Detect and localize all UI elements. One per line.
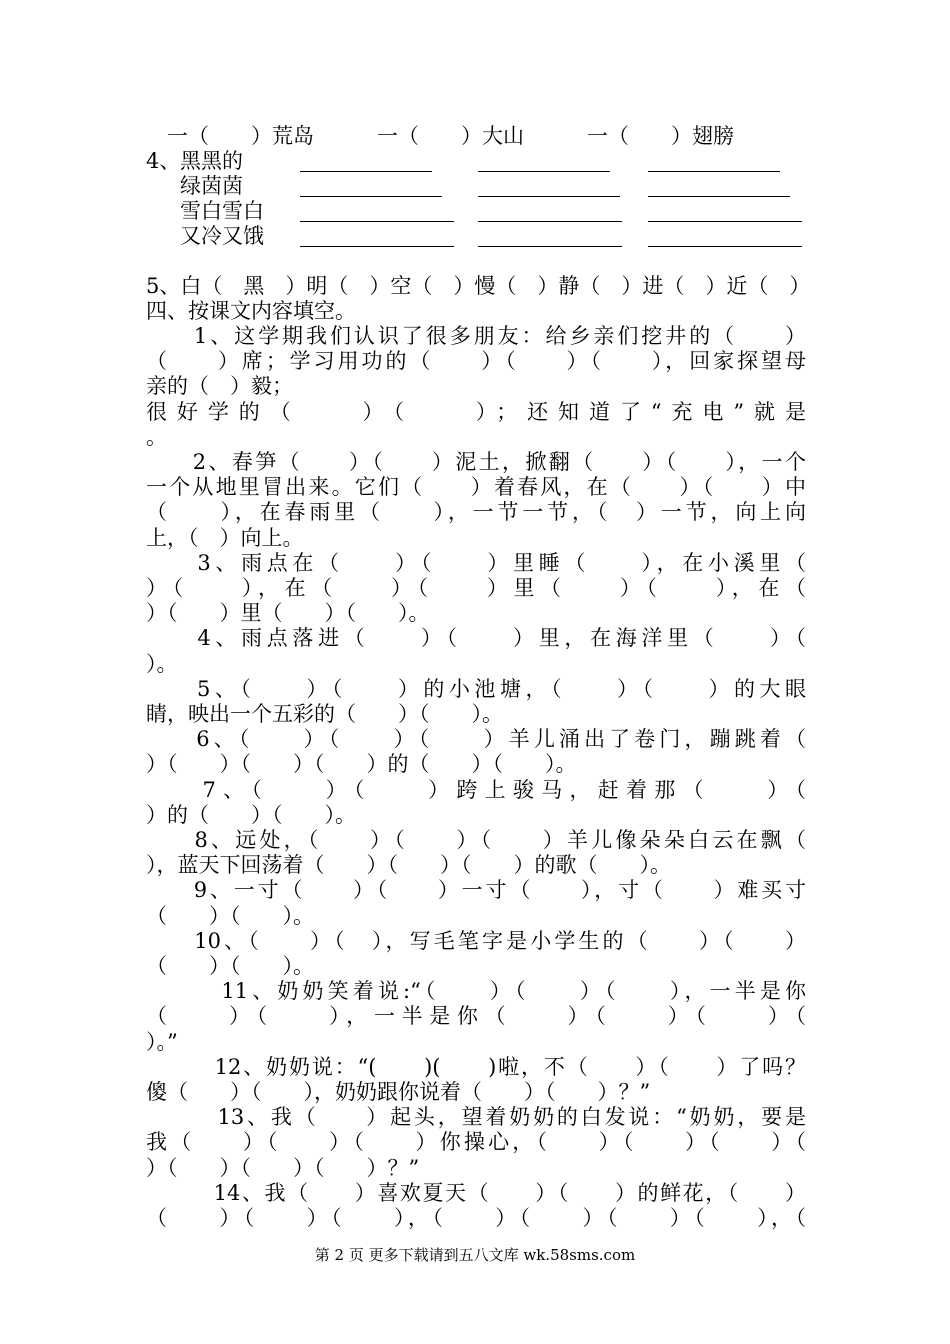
fill-blank-line: 12、奶奶说：“( )( )啦，不（ ）（ ）了吗？ [146,1055,806,1079]
fill-blank-line: 9、一寸（ ）（ ）一寸（ ），寸（ ）难买寸 [146,878,806,902]
fill-blank-line: （ ）（ ）。 [146,954,314,978]
answer-blank[interactable] [300,221,454,222]
fill-blank-line: 傻（ ）（ ），奶奶跟你说着（ ）（ ）？” [146,1080,651,1104]
fill-blank-line: 4、雨点落进（ ）（ ）里，在海洋里（ ）（ [146,626,806,650]
fill-blank-line: ）（ ）（ ）（ ）？” [146,1156,420,1180]
q4-word: 雪白雪白 [180,199,264,223]
answer-blank[interactable] [478,246,622,247]
fill-blank-line: 很好学的（ ）（ ）；还知道了“充电”就是 [146,400,806,424]
answer-blank[interactable] [648,196,790,197]
fill-blank-line: 11、奶奶笑着说:“（ ）（ ）（ ），一半是你 [146,979,806,1003]
fill-blank-line: 睛，映出一个五彩的（ ）（ ）。 [146,702,503,726]
q4-row [0,174,950,199]
answer-blank[interactable] [478,196,620,197]
fill-blank-line: 14、我（ ）喜欢夏天（ ）（ ）的鲜花，（ ） [146,1181,806,1205]
fill-blank-line: ）的（ ）（ ）。 [146,803,356,827]
fill-blank-line: 10、（ ）（ ），写毛笔字是小学生的（ ）（ ） [146,929,806,953]
fill-blank-line: （ ），在春雨里（ ），一节一节，（ ）一节，向上向 [146,500,806,524]
answer-blank[interactable] [300,246,454,247]
fill-blank-line: 一个从地里冒出来。它们（ ）着春风，在（ ）（ ）中 [146,475,806,499]
fill-blank-line: 7、（ ）（ ）跨上骏马，赶着那（ ）（ [146,778,806,802]
section-4-title: 四、按课文内容填空。 [146,299,356,323]
fill-blank-line: 3、雨点在（ ）（ ）里睡（ ），在小溪里（ [146,551,806,575]
page-footer: 第 2 页 更多下载请到五八文库 wk.58sms.com [314,1246,636,1264]
fill-blank-line: 亲的（ ）毅； [146,374,293,398]
fill-blank-line: 2、春笋（ ）（ ）泥土，掀翻（ ）（ ），一个 [146,450,806,474]
fill-blank-line: （ ）席；学习用功的（ ）（ ）（ ），回家探望母 [146,349,806,373]
answer-blank[interactable] [478,221,622,222]
fill-blank-line: （ ）（ ）（ ），（ ）（ ）（ ）（ ），（ [146,1206,806,1230]
fill-blank-line: 13、我（ ）起头，望着奶奶的白发说：“奶奶，要是 [146,1105,806,1129]
q4-word: 黑黑的 [180,149,243,173]
q4-row [0,149,950,174]
fill-blank-line: 8、远处，（ ）（ ）（ ）羊儿像朵朵白云在飘（ [146,828,806,852]
fill-blank-line: 5、（ ）（ ）的小池塘，（ ）（ ）的大眼 [146,677,806,701]
answer-blank[interactable] [300,196,442,197]
answer-blank[interactable] [478,171,610,172]
fill-blank-line: 上，（ ）向上。 [146,526,304,550]
fill-blank-line: （ ）（ ），一半是你（ ）（ ）（ ）（ [146,1004,806,1028]
q4-number: 4、 [146,149,181,173]
fill-blank-line: （ ）（ ）。 [146,904,314,928]
fill-blank-line: ）（ ）里（ ）（ ）。 [146,601,430,625]
answer-blank[interactable] [648,221,802,222]
q4-word: 又冷又饿 [180,224,264,248]
answer-blank[interactable] [648,171,780,172]
fill-blank-line: ）（ ）（ ）（ ）的（ ）（ ）。 [146,752,577,776]
q4-row [0,199,950,224]
fill-blank-line: 6、（ ）（ ）（ ）羊儿涌出了卷门，蹦跳着（ [146,727,806,751]
fill-blank-line: 1、这学期我们认识了很多朋友：给乡亲们挖井的（ ） [146,324,806,348]
question-5: 5、白（ 黑 ）明（ ）空（ ）慢（ ）静（ ）进（ ）近（ ） [146,274,811,298]
answer-blank[interactable] [648,246,802,247]
q4-word: 绿茵茵 [180,174,243,198]
fill-blank-line: ）。” [146,1030,178,1054]
q4-row [0,224,950,249]
measure-word-line: 一（ ）荒岛 一（ ）大山 一（ ）翅膀 [146,124,734,148]
fill-blank-line: ）。 [146,652,178,676]
fill-blank-line: ）（ ），在（ ）（ ）里（ ）（ ），在（ [146,576,806,600]
fill-blank-line: 我（ ）（ ）（ ）你操心，（ ）（ ）（ ）（ [146,1130,806,1154]
fill-blank-line: ），蓝天下回荡着（ ）（ ）（ ）的歌（ ）。 [146,853,671,877]
answer-blank[interactable] [300,171,432,172]
fill-blank-line: 。 [146,425,167,449]
